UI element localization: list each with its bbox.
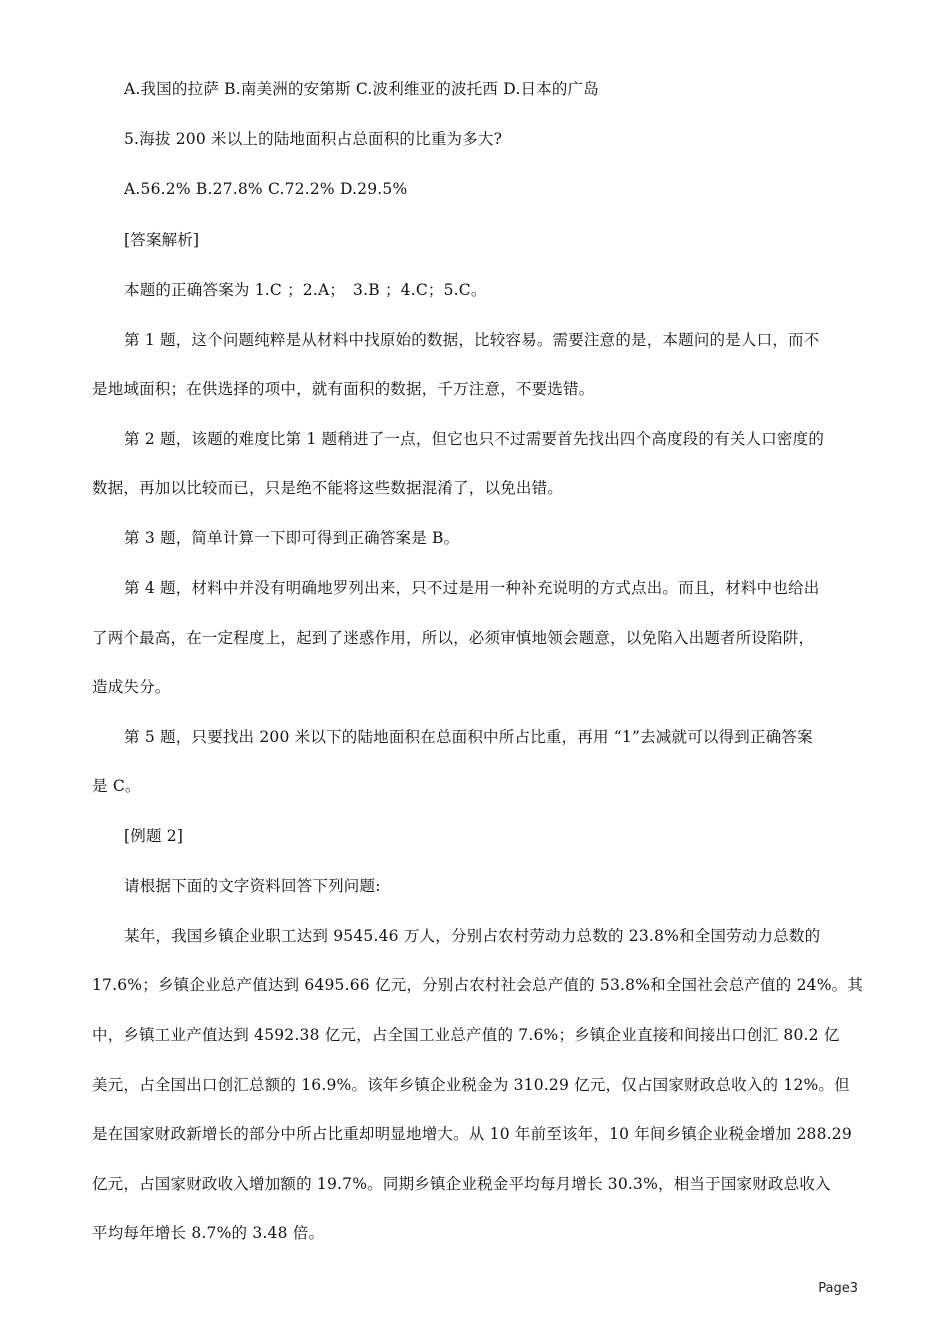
paragraph-line: 第 3 题，简单计算一下即可得到正确答案是 B。 xyxy=(124,529,460,547)
page-number: Page3 xyxy=(818,1281,858,1296)
paragraph-line: 第 2 题，该题的难度比第 1 题稍进了一点，但它也只不过需要首先找出四个高度段的有关人口密度的 xyxy=(124,430,825,448)
paragraph-line: 是地域面积；在供选择的项中，就有面积的数据，千万注意，不要选错。 xyxy=(92,380,595,398)
option-line: A.我国的拉萨 B.南美洲的安第斯 C.波利维亚的波托西 D.日本的广岛 xyxy=(124,80,599,98)
paragraph-line: 平均每年增长 8.7%的 3.48 倍。 xyxy=(92,1224,325,1242)
answer-summary: 本题的正确答案为 1.C ；2.A； 3.B ；4.C；5.C。 xyxy=(124,281,487,299)
answer-heading: [答案解析] xyxy=(124,231,200,249)
paragraph-line: 是 C。 xyxy=(92,777,141,795)
paragraph-line: 美元，占全国出口创汇总额的 16.9%。该年乡镇企业税金为 310.29 亿元，仅占国家财政总收入的 12%。但 xyxy=(92,1076,850,1094)
paragraph-line: 是在国家财政新增长的部分中所占比重却明显地增大。从 10 年前至该年，10 年间乡镇企业税金增加 288.29 xyxy=(92,1125,852,1143)
example-heading: [例题 2] xyxy=(124,827,184,845)
paragraph-line: 造成失分。 xyxy=(92,678,171,696)
paragraph-line: 某年，我国乡镇企业职工达到 9545.46 万人，分别占农村劳动力总数的 23.8%和全国劳动力总数的 xyxy=(124,927,821,945)
option-line: A.56.2% B.27.8% C.72.2% D.29.5% xyxy=(124,180,408,198)
paragraph-line: 了两个最高，在一定程度上，起到了迷惑作用，所以，必须审慎地领会题意，以免陷入出题者所设陷阱， xyxy=(92,629,815,647)
instruction-line: 请根据下面的文字资料回答下列问题: xyxy=(124,877,381,895)
paragraph-line: 亿元，占国家财政收入增加额的 19.7%。同期乡镇企业税金平均每月增长 30.3%，相当于国家财政总收入 xyxy=(92,1175,831,1193)
paragraph-line: 17.6%；乡镇企业总产值达到 6495.66 亿元，分别占农村社会总产值的 53.8%和全国社会总产值的 24%。其 xyxy=(92,976,864,994)
paragraph-line: 第 4 题，材料中并没有明确地罗列出来，只不过是用一种补充说明的方式点出。而且，材料中也给出 xyxy=(124,579,820,597)
paragraph-line: 数据，再加以比较而已，只是绝不能将这些数据混淆了，以免出错。 xyxy=(92,479,564,497)
paragraph-line: 第 1 题，这个问题纯粹是从材料中找原始的数据，比较容易。需要注意的是，本题问的是人口，而不 xyxy=(124,331,820,349)
question-5: 5.海拔 200 米以上的陆地面积占总面积的比重为多大? xyxy=(124,130,503,148)
paragraph-line: 第 5 题，只要找出 200 米以下的陆地面积在总面积中所占比重，再用 “1”去减就可以得到正确答案 xyxy=(124,728,813,746)
paragraph-line: 中，乡镇工业产值达到 4592.38 亿元，占全国工业总产值的 7.6%；乡镇企业直接和间接出口创汇 80.2 亿 xyxy=(92,1026,840,1044)
